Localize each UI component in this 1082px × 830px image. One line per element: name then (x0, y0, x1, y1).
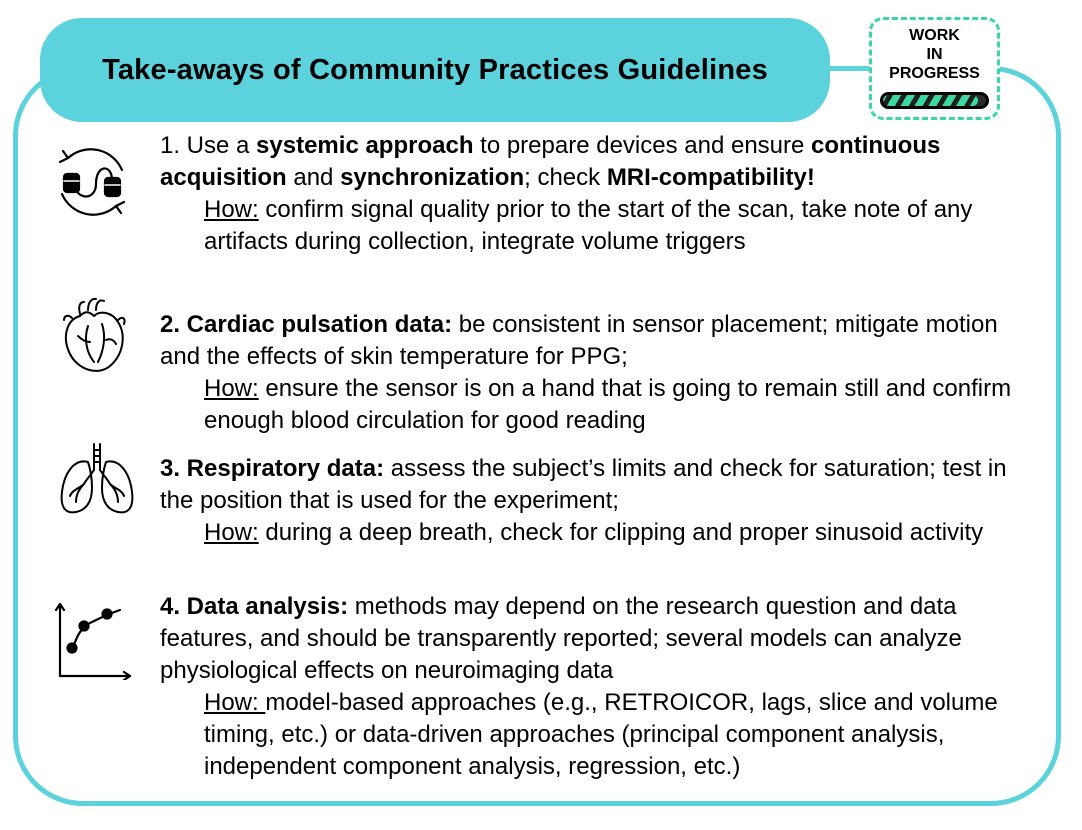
lungs-icon (58, 440, 136, 518)
badge-line-3: PROGRESS (889, 65, 980, 82)
text-run: 1. Use a (160, 132, 257, 159)
takeaway-3-how (160, 517, 1040, 549)
how-text: model-based approaches (e.g., RETROICOR, lags, slice and volume timing, etc.) or data-driven approaches (principal component analysis, independent component analysis, regression, etc.) (204, 689, 998, 780)
takeaway-2-how (160, 373, 1040, 437)
takeaway-item-4 (160, 591, 1040, 783)
takeaway-item-2 (160, 309, 1040, 437)
how-text: during a deep breath, check for clipping and proper sinusoid activity (258, 519, 984, 546)
takeaway-2-text (160, 309, 1040, 373)
text-run: 2. Cardiac pulsation data: (160, 311, 453, 338)
text-run: ; check (524, 164, 607, 191)
text-run: 3. Respiratory data: (160, 455, 385, 482)
progress-bar-fill (883, 95, 978, 106)
text-run: synchronization (340, 164, 525, 191)
text-run: assess the subject’s limits and check for saturation; test in the position that is used for the experiment; (160, 455, 1007, 514)
work-in-progress-badge (869, 17, 1000, 120)
text-run: to prepare devices and ensure (473, 132, 812, 159)
how-label: How: (204, 375, 259, 402)
badge-line-1: WORK (909, 27, 960, 44)
takeaway-1-how (160, 194, 1040, 258)
title-banner (40, 18, 830, 122)
takeaway-3-text (160, 453, 1040, 517)
how-text: confirm signal quality prior to the start of the scan, take note of any artifacts during collection, integrate volume triggers (204, 196, 973, 255)
text-run: and (286, 164, 341, 191)
page-title: Take-aways of Community Practices Guidelines (102, 53, 768, 86)
how-label: How: (204, 196, 259, 223)
text-run: continuous acquisition (160, 132, 941, 191)
text-run: systemic approach (256, 132, 474, 159)
how-label: How: (204, 689, 266, 716)
takeaway-4-how (160, 687, 1040, 783)
takeaway-item-1 (160, 130, 1040, 258)
line-chart-icon (54, 596, 134, 680)
takeaway-4-text (160, 591, 1040, 687)
takeaway-1-text (160, 130, 1040, 194)
text-run: MRI-compatibility! (606, 164, 815, 191)
heart-icon (58, 296, 130, 378)
takeaway-item-3 (160, 453, 1040, 549)
how-label: How: (204, 519, 259, 546)
how-text: ensure the sensor is on a hand that is going to remain still and confirm enough blood circulation for good reading (204, 375, 1012, 434)
text-run: methods may depend on the research question and data features, and should be transparently reported; several models can analyze physiological effects on neuroimaging data (160, 593, 962, 684)
sync-devices-icon (50, 140, 134, 224)
badge-line-2: IN (926, 46, 943, 63)
text-run: be consistent in sensor placement; mitigate motion and the effects of skin temperature for PPG; (160, 311, 998, 370)
progress-bar (880, 92, 989, 109)
text-run: 4. Data analysis: (160, 593, 349, 620)
